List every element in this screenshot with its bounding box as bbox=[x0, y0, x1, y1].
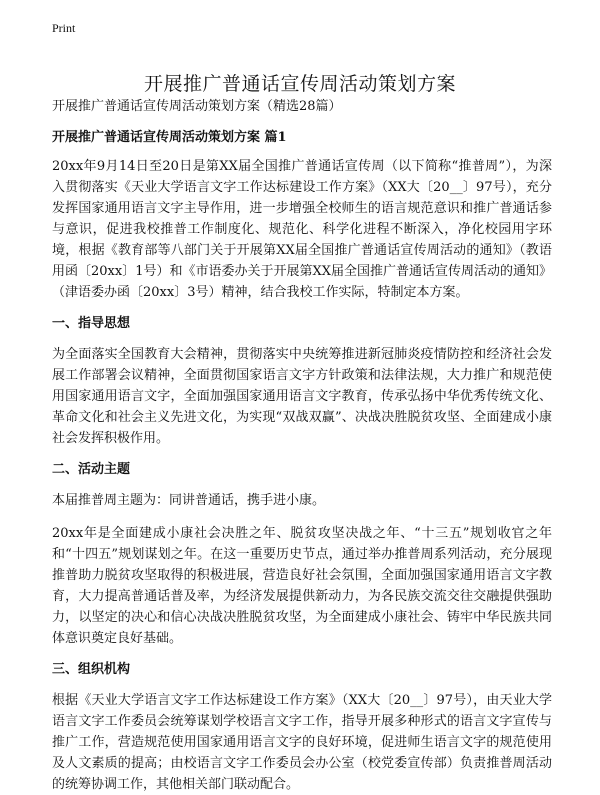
document-subtitle: 开展推广普通话宣传周活动策划方案（精选28篇） bbox=[52, 99, 342, 114]
activity-theme-detail-paragraph: 20xx年是全面建成小康社会决胜之年、脱贫攻坚决战之年、“十三五”规划收官之年和“十四五”规划谋划之年。在这一重要历史节点，通过举办推普周系列活动，充分展现推普助力脱贫攻坚取得的积极进展，营造良好社会氛围，全面加强国家通用语言文字教育，大力提高普通话普及率，为经济发展提供新动力，为各民族交流交往交融提供强助力，以坚定的决心和信心决战决胜脱贫攻坚，为全面建成小康社会、铸牢中华民族共同体意识奠定良好基础。 bbox=[52, 526, 552, 646]
section-heading-guiding-ideology: 一、指导思想 bbox=[52, 316, 131, 331]
intro-paragraph: 20xx年9月14日至20日是第XX届全国推广普通话宣传周（以下简称“推普周”），为深入贯彻落实《天业大学语言文字工作达标建设工作方案》（XX大〔20__〕97号），充分发挥国家通用语言文字主导作用，进一步增强全校师生的语言规范意识和推广普通话参与意识，促进我校推普工作制度化、规范化、科学化进程不断深入，净化校园用字环境，根据《教育部等八部门关于开展第XX届全国推广普通话宣传周活动的通知》（教语用函〔20xx〕1号）和《市语委办关于开展第XX届全国推广普通话宣传周活动的通知》（津语委办函〔20xx〕3号）精神，结合我校工作实际，特制定本方案。 bbox=[52, 159, 552, 300]
page-title: 开展推广普通话宣传周活动策划方案 bbox=[143, 72, 456, 95]
article-title: 开展推广普通话宣传周活动策划方案 篇1 bbox=[52, 130, 287, 145]
section-heading-organization: 三、组织机构 bbox=[52, 662, 131, 677]
section-heading-activity-theme: 二、活动主题 bbox=[52, 462, 131, 477]
activity-theme-paragraph: 本届推普周主题为：同讲普通话，携手进小康。 bbox=[52, 493, 326, 508]
organization-paragraph: 根据《天业大学语言文字工作达标建设工作方案》（XX大〔20__〕97号），由天业大学语言文字工作委员会统筹谋划学校语言文字工作，指导开展多种形式的语言文字宣传与推广工作，营造规范使用国家通用语言文字的良好环境，促进师生语言文字的规范使用及人文素质的提高；由校语言文字工作委员会办公室（校党委宣传部）负责推普周活动的统筹协调工作，其他相关部门联动配合。 bbox=[52, 693, 552, 792]
print-link[interactable]: Print bbox=[52, 21, 76, 35]
guiding-ideology-paragraph: 为全面落实全国教育大会精神，贯彻落实中央统筹推进新冠肺炎疫情防控和经济社会发展工作部署会议精神，全面贯彻国家语言文字方针政策和法律法规，大力推广和规范使用国家通用语言文字，全面加强国家通用语言文字教育，传承弘扬中华优秀传统文化、革命文化和社会主义先进文化，为实现“双战双赢”、决战决胜脱贫攻坚、全面建成小康社会发挥积极作用。 bbox=[52, 347, 552, 446]
document-body bbox=[52, 96, 552, 795]
